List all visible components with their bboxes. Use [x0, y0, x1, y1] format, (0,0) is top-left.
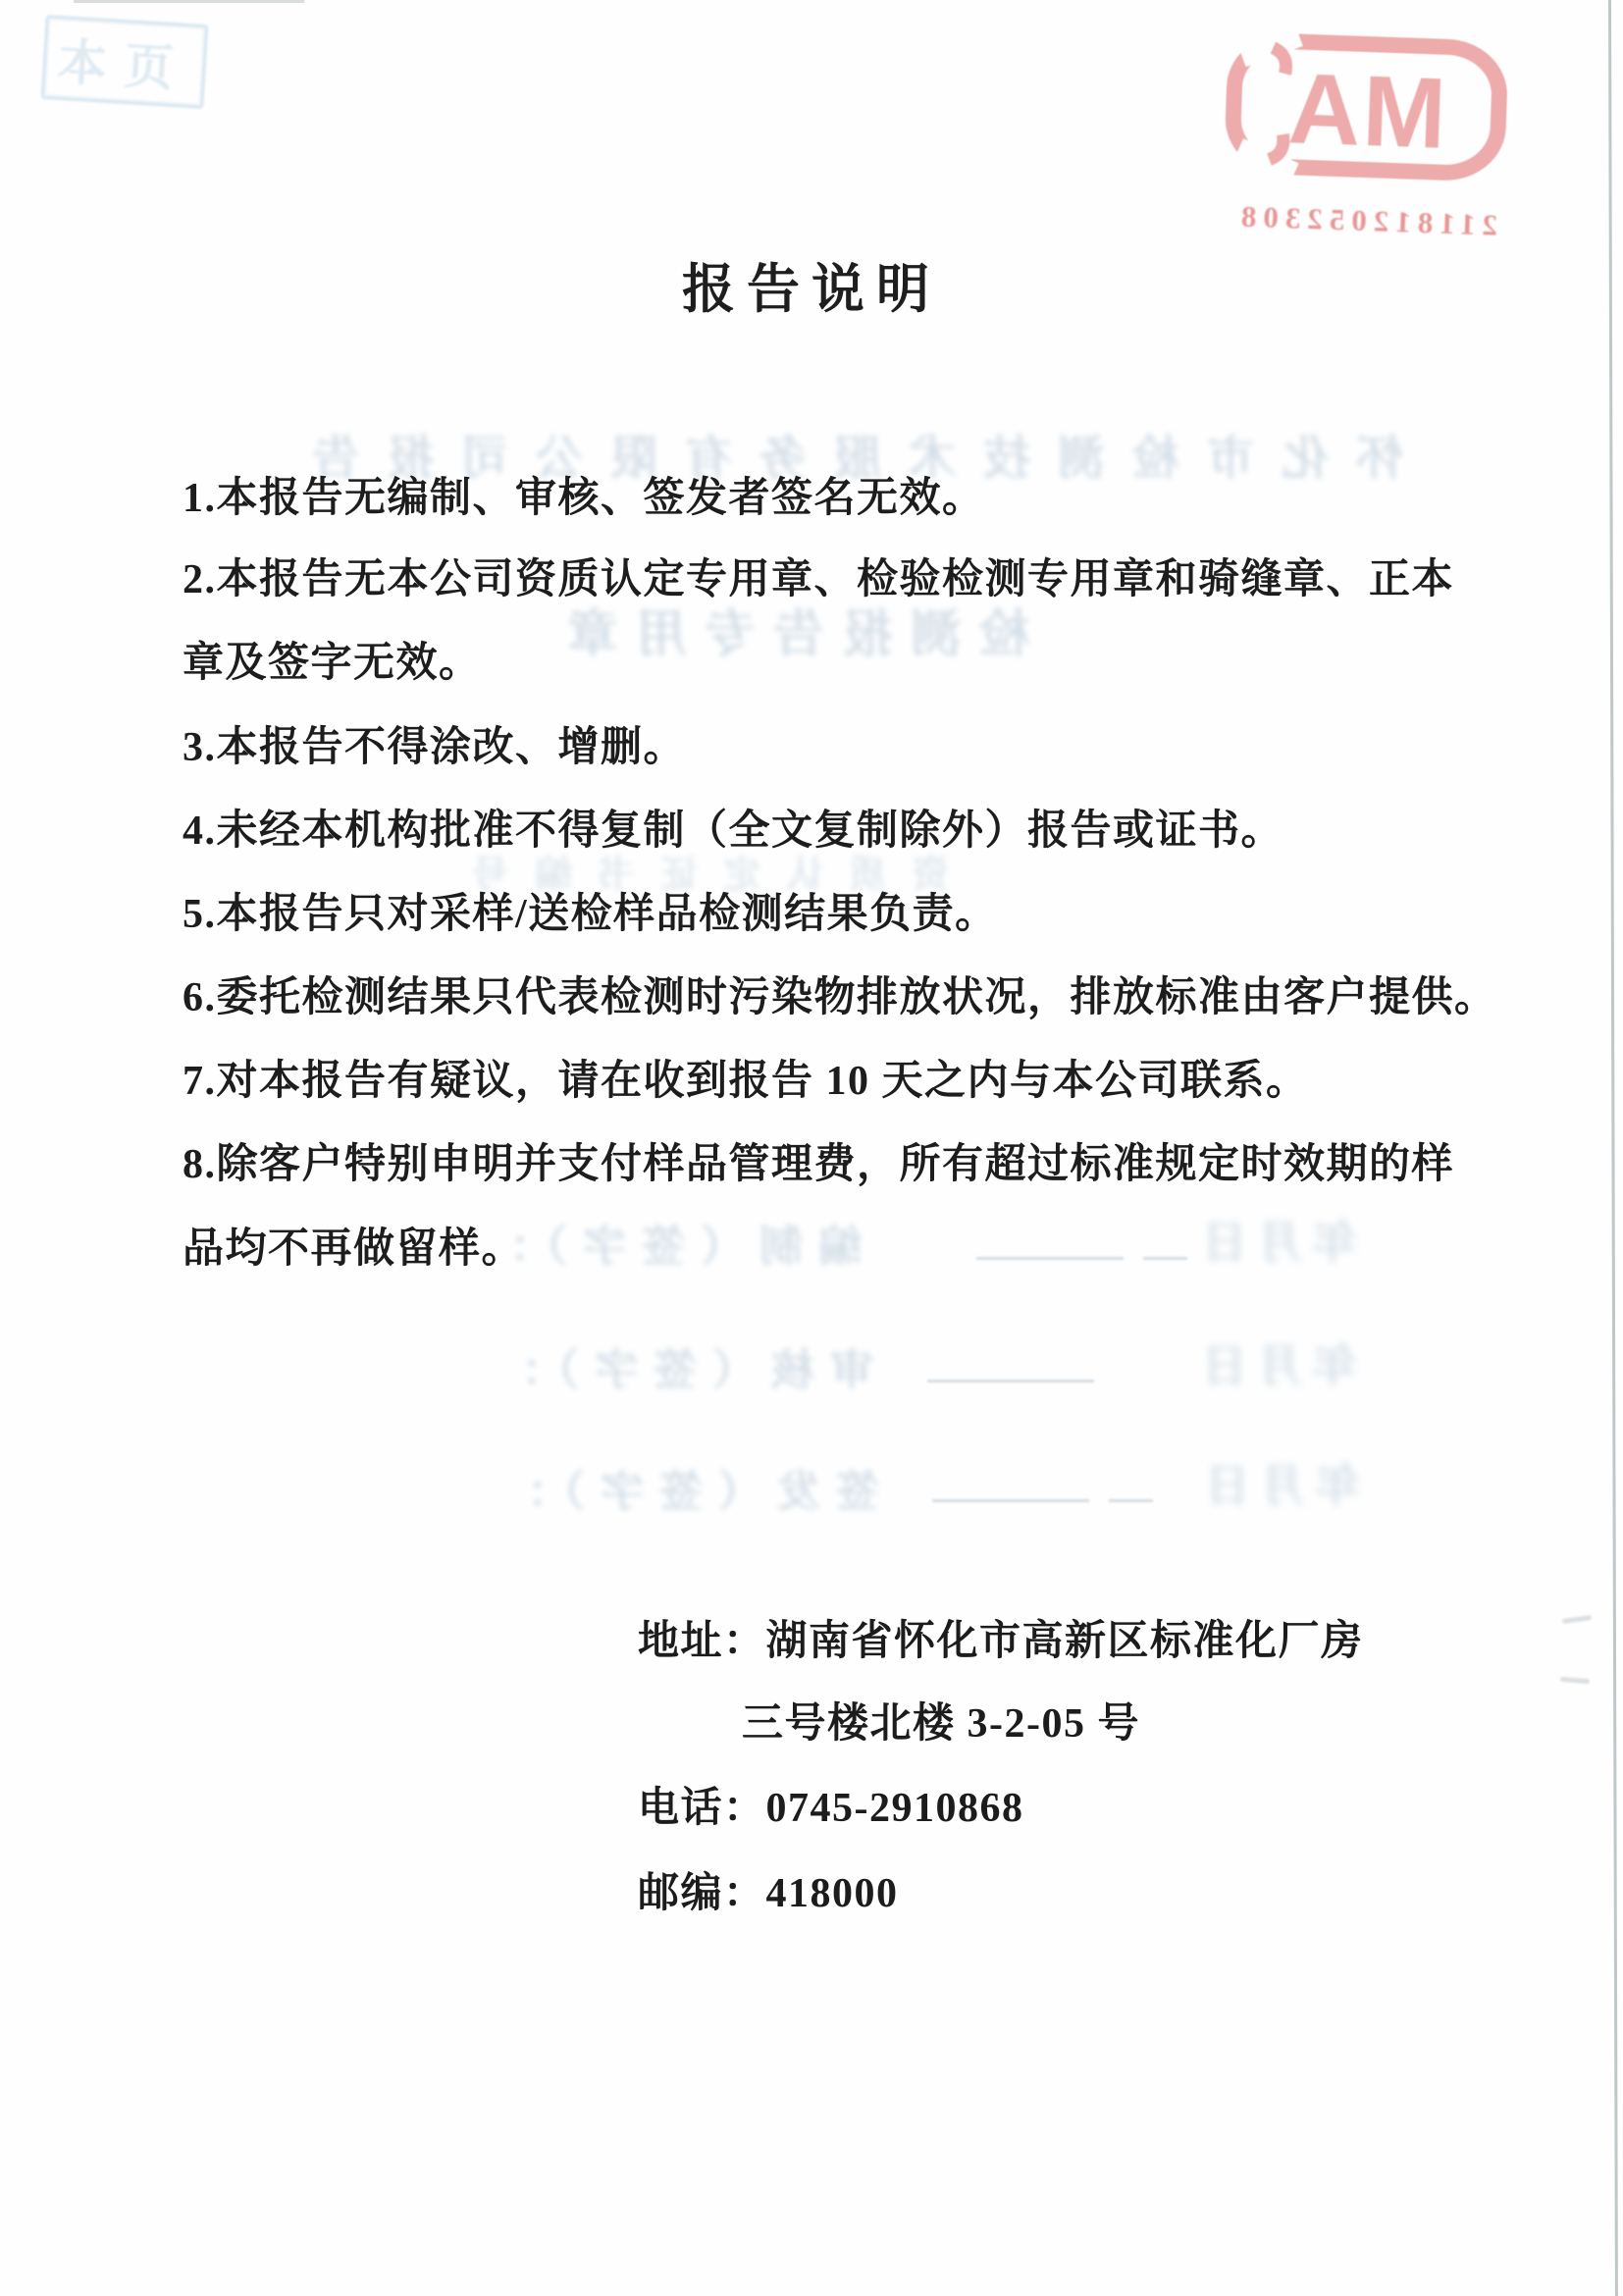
ghost-text-band: 怀化市检测技术服务有限公司报告: [285, 433, 1404, 485]
note-line-6: 6.委托检测结果只代表检测时污染物排放状况，排放标准由客户提供。: [183, 975, 1497, 1020]
cma-letters: MA: [1283, 52, 1448, 170]
ghost-date-blob: 年月日: [1192, 1341, 1357, 1391]
cma-ring-hook-bottom: [1269, 134, 1283, 160]
ghost-text-band: 编制（签字）：: [471, 1223, 862, 1271]
ghost-underline: [1143, 1257, 1187, 1260]
note-line-8: 8.除客户特别申明并支付样品管理费，所有超过标准规定时效期的样: [183, 1142, 1455, 1187]
cma-ring-hook-top: [1273, 48, 1287, 74]
scan-artifact-top-line: [74, 0, 304, 3]
note-line-2: 2.本报告无本公司资质认定专用章、检验检测专用章和骑缝章、正本: [183, 557, 1455, 602]
ghost-date-blob: 年月日: [1195, 1461, 1360, 1511]
address-line-2: 三号楼北楼 3-2-05 号: [742, 1701, 1140, 1747]
page-title: 报告说明: [682, 260, 941, 319]
ghost-underline: [932, 1499, 1089, 1502]
corner-chop-stamp: [41, 15, 209, 109]
ghost-underline: [927, 1380, 1094, 1383]
postcode-line: 邮编：418000: [638, 1871, 899, 1916]
ghost-text-band: 审核（签字）：: [483, 1346, 873, 1394]
cma-stamp: [1223, 33, 1509, 242]
note-line-4: 4.未经本机构批准不得复制（全文复制除外）报告或证书。: [183, 809, 1284, 854]
ghost-underline: [976, 1257, 1124, 1260]
scan-mark: [1560, 1677, 1590, 1685]
note-line-7: 7.对本报告有疑议，请在收到报告 10 天之内与本公司联系。: [183, 1059, 1309, 1104]
scan-mark: [1562, 1615, 1592, 1624]
note-line-8b: 品均不再做留样。: [183, 1226, 525, 1272]
cma-emblem: [1220, 28, 1512, 207]
note-line-5: 5.本报告只对采样/送检样品检测结果负责。: [183, 892, 998, 937]
note-line-1: 1.本报告无编制、审核、签发者签名无效。: [183, 476, 985, 521]
ghost-text-band: 检测报告专用章: [550, 607, 1031, 663]
ghost-text-band: 签发（签字）：: [489, 1468, 879, 1516]
note-line-3: 3.本报告不得涂改、增删。: [183, 725, 687, 770]
corner-chop-text: 本页: [56, 33, 193, 98]
ghost-underline: [1109, 1499, 1153, 1502]
address-line-1: 地址：湖南省怀化市高新区标准化厂房: [638, 1619, 1364, 1664]
phone-line: 电话：0745-2910868: [638, 1786, 1024, 1831]
scan-page-edge-line: [1608, 0, 1618, 2296]
ghost-date-blob: 年月日: [1192, 1218, 1357, 1268]
cma-certificate-number: 211812052308: [1233, 198, 1498, 242]
ghost-text-band: 资质认定证书编号: [446, 855, 950, 896]
note-line-2b: 章及签字无效。: [183, 641, 482, 686]
